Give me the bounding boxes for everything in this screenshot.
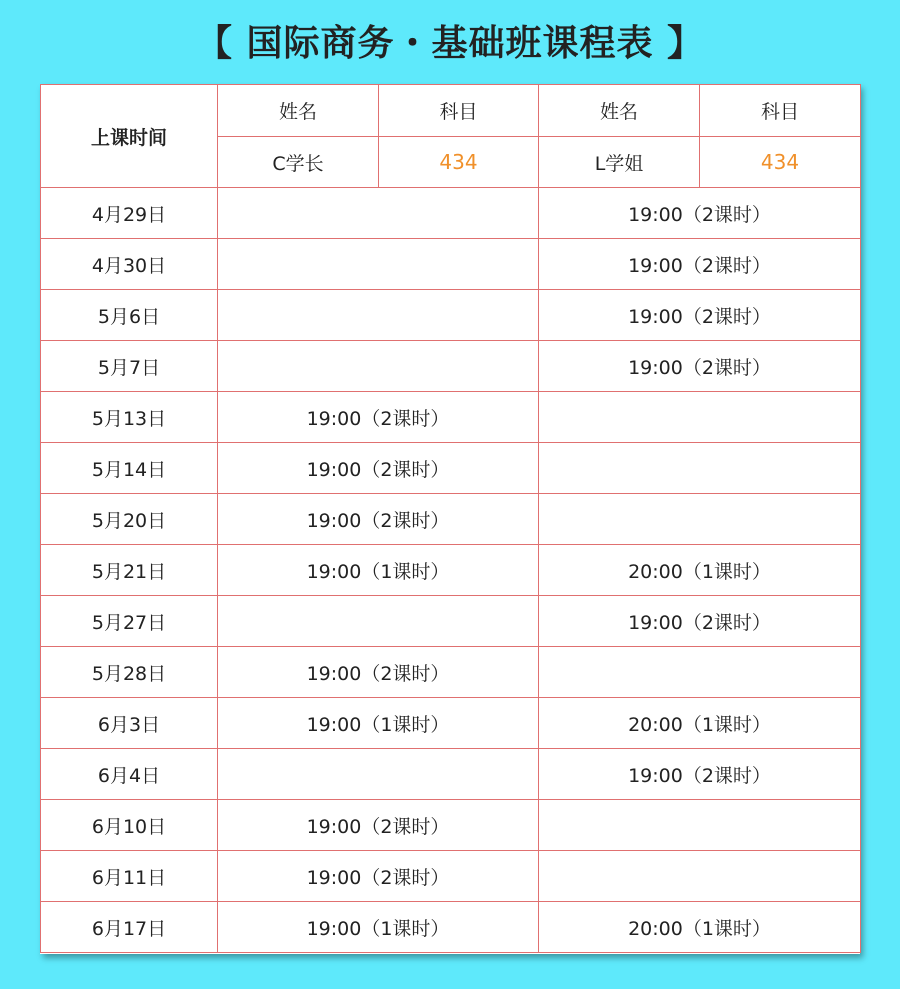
date-cell: 5月27日 [41,596,218,647]
date-cell: 5月6日 [41,290,218,341]
date-cell: 5月7日 [41,341,218,392]
teacher-subject-l: 434 [700,137,861,188]
c-schedule-cell: 19:00（2课时） [218,494,539,545]
header-row-labels [41,85,861,137]
date-cell: 6月10日 [41,800,218,851]
c-schedule-cell: 19:00（1课时） [218,545,539,596]
date-cell: 6月3日 [41,698,218,749]
table-row [41,902,861,953]
table-row [41,647,861,698]
table-row [41,443,861,494]
c-schedule-cell [218,341,539,392]
l-schedule-cell: 20:00（1课时） [539,545,861,596]
c-schedule-cell [218,239,539,290]
teacher-name-l: L学姐 [539,137,700,188]
class-time-header: 上课时间 [41,85,218,188]
c-schedule-cell: 19:00（2课时） [218,800,539,851]
date-cell: 5月14日 [41,443,218,494]
date-cell: 6月17日 [41,902,218,953]
date-cell: 6月11日 [41,851,218,902]
c-schedule-cell: 19:00（2课时） [218,647,539,698]
teacher-name-c: C学长 [218,137,379,188]
c-schedule-cell [218,596,539,647]
date-cell: 5月13日 [41,392,218,443]
table-row [41,239,861,290]
table-row [41,341,861,392]
l-schedule-cell [539,392,861,443]
l-schedule-cell [539,800,861,851]
l-schedule-cell: 19:00（2课时） [539,239,861,290]
table-row [41,392,861,443]
name-header: 姓名 [539,85,700,137]
c-schedule-cell: 19:00（2课时） [218,392,539,443]
subject-header: 科目 [700,85,861,137]
date-cell: 6月4日 [41,749,218,800]
c-schedule-cell: 19:00（1课时） [218,902,539,953]
c-schedule-cell: 19:00（2课时） [218,851,539,902]
date-cell: 4月30日 [41,239,218,290]
table-row [41,851,861,902]
l-schedule-cell: 20:00（1课时） [539,698,861,749]
schedule-sheet [40,84,860,954]
l-schedule-cell: 19:00（2课时） [539,188,861,239]
name-header: 姓名 [218,85,379,137]
c-schedule-cell [218,290,539,341]
table-row [41,749,861,800]
c-schedule-cell: 19:00（2课时） [218,443,539,494]
table-row [41,596,861,647]
l-schedule-cell: 20:00（1课时） [539,902,861,953]
l-schedule-cell [539,443,861,494]
l-schedule-cell [539,851,861,902]
table-row [41,800,861,851]
schedule-table [40,84,861,953]
table-row [41,698,861,749]
table-row [41,188,861,239]
table-row [41,545,861,596]
table-row [41,494,861,545]
l-schedule-cell [539,494,861,545]
l-schedule-cell: 19:00（2课时） [539,749,861,800]
table-row [41,290,861,341]
date-cell: 5月20日 [41,494,218,545]
l-schedule-cell: 19:00（2课时） [539,341,861,392]
l-schedule-cell: 19:00（2课时） [539,290,861,341]
date-cell: 5月21日 [41,545,218,596]
page-title: 【 国际商务・基础班课程表 】 [195,23,705,64]
date-cell: 4月29日 [41,188,218,239]
date-cell: 5月28日 [41,647,218,698]
c-schedule-cell [218,749,539,800]
l-schedule-cell: 19:00（2课时） [539,596,861,647]
c-schedule-cell [218,188,539,239]
teacher-subject-c: 434 [379,137,539,188]
subject-header: 科目 [379,85,539,137]
c-schedule-cell: 19:00（1课时） [218,698,539,749]
l-schedule-cell [539,647,861,698]
